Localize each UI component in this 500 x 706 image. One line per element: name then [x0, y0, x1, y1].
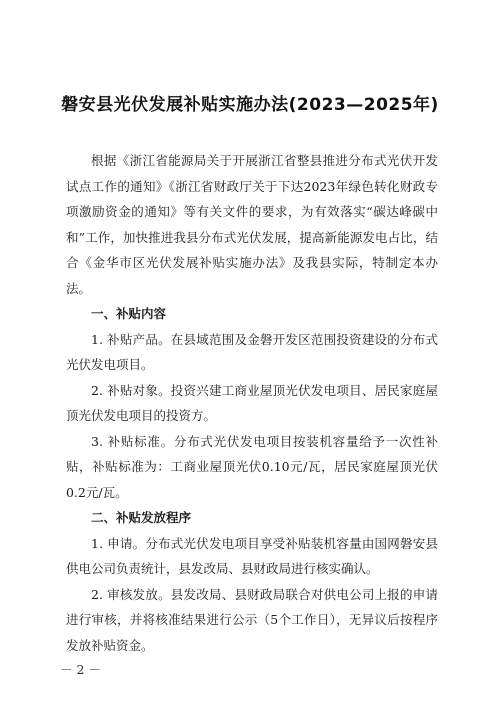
subsidy-product-paragraph: 1. 补贴产品。在县域范围及金磐开发区范围投资建设的分布式光伏发电项目。 — [66, 331, 438, 372]
review-payment-paragraph: 2. 审核发放。县发改局、县财政局联合对供电公司上报的申请进行审核，并将核准结果进行公示（5个工作日），无异议后按程序发放补贴资金。 — [66, 586, 438, 653]
subsidy-target-paragraph: 2. 补贴对象。投资兴建工商业屋顶光伏发电项目、居民家庭屋顶光伏发电项目的投资方。 — [66, 382, 438, 423]
intro-paragraph: 根据《浙江省能源局关于开展浙江省整县推进分布式光伏开发试点工作的通知》《浙江省财政厅关于下达2023年绿色转化财政专项激励资金的通知》等有关文件的要求，为有效落实“碳达峰碳中和”工作，加快推进我县分布式光伏发展，提高新能源发电占比，结合《金华市区光伏发展补贴实施办法》及我县实际，特制定本办法。 — [66, 153, 438, 296]
document-body — [66, 148, 438, 658]
page-number: － 2 － — [60, 662, 101, 677]
section-heading-payment-procedure: 二、补贴发放程序 — [91, 510, 192, 525]
subsidy-standard-paragraph: 3. 补贴标准。分布式光伏发电项目按装机容量给予一次性补贴，补贴标准为：工商业屋顶光伏0.10元/瓦，居民家庭屋顶光伏0.2元/瓦。 — [66, 433, 438, 500]
section-heading-subsidy-content: 一、补贴内容 — [91, 306, 167, 321]
document-title: 磐安县光伏发展补贴实施办法(2023—2025年) — [61, 95, 439, 115]
application-paragraph: 1. 申请。分布式光伏发电项目享受补贴装机容量由国网磐安县供电公司负责统计，县发改局、县财政局进行核实确认。 — [66, 535, 438, 576]
